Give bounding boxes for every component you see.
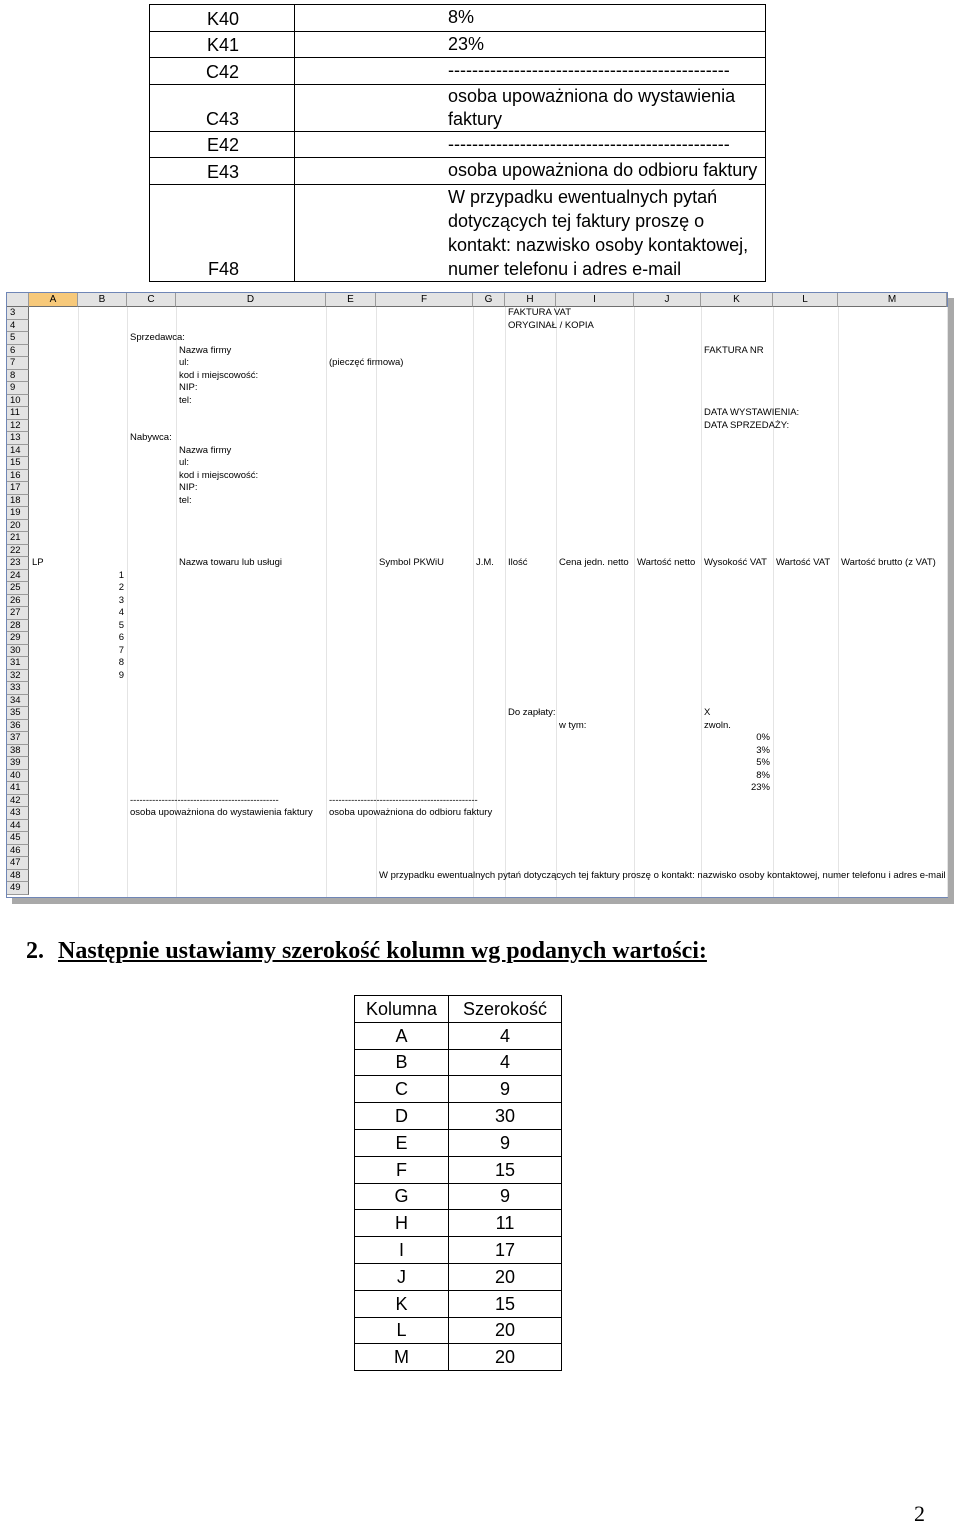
table-row — [355, 1049, 562, 1076]
cell-d17[interactable]: NIP: — [179, 482, 198, 493]
cell-e7[interactable]: (pieczęć firmowa) — [329, 357, 404, 368]
row-header-27[interactable]: 27 — [7, 607, 29, 620]
gridline — [556, 307, 557, 897]
cell-i36[interactable]: w tym: — [559, 719, 587, 731]
column-width-cell: 4 — [449, 1049, 562, 1076]
table-row — [355, 1210, 562, 1237]
cell-b27[interactable]: 4 — [118, 607, 124, 618]
column-width-cell: 9 — [449, 1183, 562, 1210]
table-row — [355, 1344, 562, 1371]
gridline — [505, 307, 506, 897]
column-letter-cell: L — [355, 1317, 449, 1344]
column-letter-cell: A — [355, 1022, 449, 1049]
value-line: tej faktury proszę o kontakt: nazwisko osoby — [448, 210, 705, 255]
cell-b30[interactable]: 7 — [118, 644, 124, 656]
table-row — [355, 1237, 562, 1264]
column-header-k[interactable]: K — [701, 293, 773, 307]
cell-b32[interactable]: 9 — [118, 669, 124, 681]
cell-b31[interactable]: 8 — [118, 657, 124, 668]
row-header-10[interactable]: 10 — [7, 395, 29, 408]
row-header-38[interactable]: 38 — [7, 745, 29, 758]
row-header-13[interactable]: 13 — [7, 432, 29, 445]
cell-k36[interactable]: zwoln. — [704, 719, 731, 731]
row-header-12[interactable]: 12 — [7, 420, 29, 433]
row-header-9[interactable]: 9 — [7, 382, 29, 395]
cell-l23[interactable]: Wartość VAT — [776, 557, 831, 568]
column-header-i[interactable]: I — [556, 293, 634, 307]
cell-b29[interactable]: 6 — [118, 632, 124, 643]
gridline — [701, 307, 702, 897]
row-header-32[interactable]: 32 — [7, 670, 29, 683]
cell-ref: K40 — [150, 5, 295, 32]
row-header-26[interactable]: 26 — [7, 595, 29, 608]
table-row — [355, 1290, 562, 1317]
cell-d14[interactable]: Nazwa firmy — [179, 444, 232, 456]
row-header-4[interactable]: 4 — [7, 320, 29, 333]
row-header-8[interactable]: 8 — [7, 370, 29, 383]
table-row — [150, 158, 766, 185]
cell-ref: E42 — [150, 131, 295, 158]
cell-k37[interactable]: 0% — [756, 732, 770, 743]
column-header-d[interactable]: D — [176, 293, 326, 307]
column-width-table — [354, 995, 562, 1371]
row-header-49[interactable]: 49 — [7, 882, 29, 895]
row-header-6[interactable]: 6 — [7, 345, 29, 358]
row-header-34[interactable]: 34 — [7, 695, 29, 708]
cell-c13[interactable]: Nabywca: — [130, 432, 172, 443]
column-header-h[interactable]: H — [505, 293, 556, 307]
section-heading — [26, 938, 707, 965]
table-header-row — [355, 996, 562, 1023]
column-letter-cell: F — [355, 1156, 449, 1183]
row-header-37[interactable]: 37 — [7, 732, 29, 745]
column-header-e[interactable]: E — [326, 293, 376, 307]
column-letter-cell: I — [355, 1237, 449, 1264]
cell-k35[interactable]: X — [704, 707, 711, 718]
cell-f23[interactable]: Symbol PKWiU — [379, 557, 444, 568]
row-header-25[interactable]: 25 — [7, 582, 29, 595]
cell-k39[interactable]: 5% — [756, 757, 770, 768]
cell-b24[interactable]: 1 — [118, 569, 124, 581]
cell-d23[interactable]: Nazwa towaru lub usługi — [179, 557, 282, 568]
column-width-cell: 9 — [449, 1076, 562, 1103]
cell-k6[interactable]: FAKTURA NR — [704, 344, 764, 356]
row-header-44[interactable]: 44 — [7, 820, 29, 833]
cell-mapping-table — [149, 4, 766, 282]
cell-d18[interactable]: tel: — [179, 494, 192, 506]
cell-d10[interactable]: tel: — [179, 394, 192, 406]
cell-value: 23% — [295, 31, 766, 58]
cell-c5[interactable]: Sprzedawca: — [130, 332, 185, 343]
column-width-cell: 15 — [449, 1156, 562, 1183]
column-header-g[interactable]: G — [473, 293, 505, 307]
row-header-23[interactable]: 23 — [7, 557, 29, 570]
row-header-46[interactable]: 46 — [7, 845, 29, 858]
row-header-47[interactable]: 47 — [7, 857, 29, 870]
gridline — [326, 307, 327, 897]
gridline — [838, 307, 839, 897]
cell-h3[interactable]: FAKTURA VAT — [508, 307, 571, 318]
gridline — [773, 307, 774, 897]
table-row — [150, 131, 766, 158]
cell-value: osoba upoważniona do wystawienia faktury — [295, 84, 766, 131]
row-header-35[interactable]: 35 — [7, 707, 29, 720]
column-header-m[interactable]: M — [838, 293, 947, 307]
table-row — [355, 1156, 562, 1183]
column-header-a[interactable]: A — [29, 293, 78, 307]
cell-ref: K41 — [150, 31, 295, 58]
row-header-28[interactable]: 28 — [7, 620, 29, 633]
row-header-22[interactable]: 22 — [7, 545, 29, 558]
column-width-cell: 20 — [449, 1344, 562, 1371]
cell-j23[interactable]: Wartość netto — [637, 557, 696, 568]
column-header-j[interactable]: J — [634, 293, 701, 307]
column-header: Szerokość — [449, 996, 562, 1023]
column-width-cell: 20 — [449, 1317, 562, 1344]
column-header-b[interactable]: B — [78, 293, 127, 307]
row-header-30[interactable]: 30 — [7, 645, 29, 658]
row-header-5[interactable]: 5 — [7, 332, 29, 345]
cell-ref: F48 — [150, 184, 295, 281]
width-table-body — [355, 1022, 562, 1370]
row-header-16[interactable]: 16 — [7, 470, 29, 483]
cell-h35[interactable]: Do zapłaty: — [508, 707, 556, 718]
column-width-cell: 11 — [449, 1210, 562, 1237]
section-title: Następnie ustawiamy szerokość kolumn wg podanych wartości: — [58, 938, 707, 964]
column-letter-cell: E — [355, 1129, 449, 1156]
column-header-l[interactable]: L — [773, 293, 838, 307]
cell-value: ----------------------------------------------- — [295, 58, 766, 85]
page-number: 2 — [914, 1501, 925, 1526]
cell-c42[interactable]: ----------------------------------------------- — [130, 794, 279, 806]
cell-g23[interactable]: J.M. — [476, 557, 494, 568]
cell-c43[interactable]: osoba upoważniona do wystawienia faktury — [130, 807, 313, 818]
row-header-24[interactable]: 24 — [7, 570, 29, 583]
cell-d7[interactable]: ul: — [179, 357, 190, 368]
column-width-cell: 30 — [449, 1103, 562, 1130]
column-letter-cell: K — [355, 1290, 449, 1317]
cell-h23[interactable]: Ilość — [508, 557, 528, 568]
row-header-11[interactable]: 11 — [7, 407, 29, 420]
cell-d9[interactable]: NIP: — [179, 382, 198, 393]
table-row — [355, 1129, 562, 1156]
row-header-40[interactable]: 40 — [7, 770, 29, 783]
cell-i23[interactable]: Cena jedn. netto — [559, 557, 629, 568]
cell-k38[interactable]: 3% — [756, 744, 770, 756]
column-header-f[interactable]: F — [376, 293, 473, 307]
column-header: Kolumna — [355, 996, 449, 1023]
column-header-c[interactable]: C — [127, 293, 176, 307]
table-row — [355, 1076, 562, 1103]
gridline — [947, 307, 948, 897]
value-line: kontaktowej, numer telefonu i adres e-mail — [448, 234, 749, 279]
row-header-29[interactable]: 29 — [7, 632, 29, 645]
cell-ref: C43 — [150, 84, 295, 131]
row-header-42[interactable]: 42 — [7, 795, 29, 808]
cell-b25[interactable]: 2 — [118, 582, 124, 593]
row-header-41[interactable]: 41 — [7, 782, 29, 795]
select-all-corner[interactable] — [7, 293, 29, 307]
spreadsheet-grid — [7, 293, 947, 897]
row-header-39[interactable]: 39 — [7, 757, 29, 770]
column-width-cell: 15 — [449, 1290, 562, 1317]
row-header-33[interactable]: 33 — [7, 682, 29, 695]
section-number: 2. — [26, 938, 44, 964]
cell-value-multiline — [295, 184, 766, 281]
row-header-31[interactable]: 31 — [7, 657, 29, 670]
cell-a23[interactable]: LP — [32, 557, 44, 568]
cell-k40[interactable]: 8% — [756, 769, 770, 781]
table-row — [355, 1317, 562, 1344]
cell-b28[interactable]: 5 — [118, 619, 124, 631]
column-width-cell: 9 — [449, 1129, 562, 1156]
gridline — [127, 307, 128, 897]
spreadsheet-screenshot — [6, 292, 948, 898]
table-row — [150, 84, 766, 131]
table-row — [150, 184, 766, 281]
table-row — [150, 31, 766, 58]
table-row — [355, 1263, 562, 1290]
row-header-43[interactable]: 43 — [7, 807, 29, 820]
cell-d16[interactable]: kod i miejscowość: — [179, 469, 259, 481]
row-header-15[interactable]: 15 — [7, 457, 29, 470]
row-header-18[interactable]: 18 — [7, 495, 29, 508]
column-letter-cell: H — [355, 1210, 449, 1237]
cell-value: osoba upoważniona do odbioru faktury — [295, 158, 766, 185]
table-row — [355, 1022, 562, 1049]
cell-k11[interactable]: DATA WYSTAWIENIA: — [704, 407, 800, 418]
row-header-36[interactable]: 36 — [7, 720, 29, 733]
column-width-cell: 4 — [449, 1022, 562, 1049]
cell-e42[interactable]: ----------------------------------------------- — [329, 794, 478, 806]
cell-value: 8% — [295, 5, 766, 32]
column-width-cell: 20 — [449, 1263, 562, 1290]
table-row — [150, 5, 766, 32]
table-row — [355, 1183, 562, 1210]
cell-ref: C42 — [150, 58, 295, 85]
row-header-14[interactable]: 14 — [7, 445, 29, 458]
cell-d8[interactable]: kod i miejscowość: — [179, 369, 259, 381]
cell-d15[interactable]: ul: — [179, 457, 190, 468]
gridline — [634, 307, 635, 897]
column-letter-cell: D — [355, 1103, 449, 1130]
column-letter-cell: C — [355, 1076, 449, 1103]
column-width-cell: 17 — [449, 1237, 562, 1264]
cell-b26[interactable]: 3 — [118, 594, 124, 606]
row-header-21[interactable]: 21 — [7, 532, 29, 545]
cell-e43[interactable]: osoba upoważniona do odbioru faktury — [329, 807, 493, 818]
value-line: W przypadku ewentualnych pytań dotyczących — [448, 186, 718, 231]
cell-f48[interactable]: W przypadku ewentualnych pytań dotyczących tej faktury proszę o kontakt: nazwisko osoby kontaktowej, numer telefonu i adres e-mail — [379, 869, 946, 881]
row-header-20[interactable]: 20 — [7, 520, 29, 533]
column-letter-cell: G — [355, 1183, 449, 1210]
row-header-17[interactable]: 17 — [7, 482, 29, 495]
cell-ref: E43 — [150, 158, 295, 185]
column-letter-cell: M — [355, 1344, 449, 1371]
row-header-48[interactable]: 48 — [7, 870, 29, 883]
cell-k41[interactable]: 23% — [750, 782, 770, 793]
cell-h4[interactable]: ORYGINAŁ / KOPIA — [508, 319, 594, 331]
row-header-19[interactable]: 19 — [7, 507, 29, 520]
column-letter-cell: J — [355, 1263, 449, 1290]
cell-k23[interactable]: Wysokość VAT — [704, 557, 767, 568]
cell-value: ----------------------------------------------- — [295, 131, 766, 158]
cell-d6[interactable]: Nazwa firmy — [179, 344, 232, 356]
cell-m23[interactable]: Wartość brutto (z VAT) — [841, 557, 936, 568]
cell-k12[interactable]: DATA SPRZEDAŻY: — [704, 419, 790, 431]
table-row — [150, 58, 766, 85]
table-row — [355, 1103, 562, 1130]
row-header-7[interactable]: 7 — [7, 357, 29, 370]
column-letter-cell: B — [355, 1049, 449, 1076]
row-header-45[interactable]: 45 — [7, 832, 29, 845]
row-header-3[interactable]: 3 — [7, 307, 29, 320]
